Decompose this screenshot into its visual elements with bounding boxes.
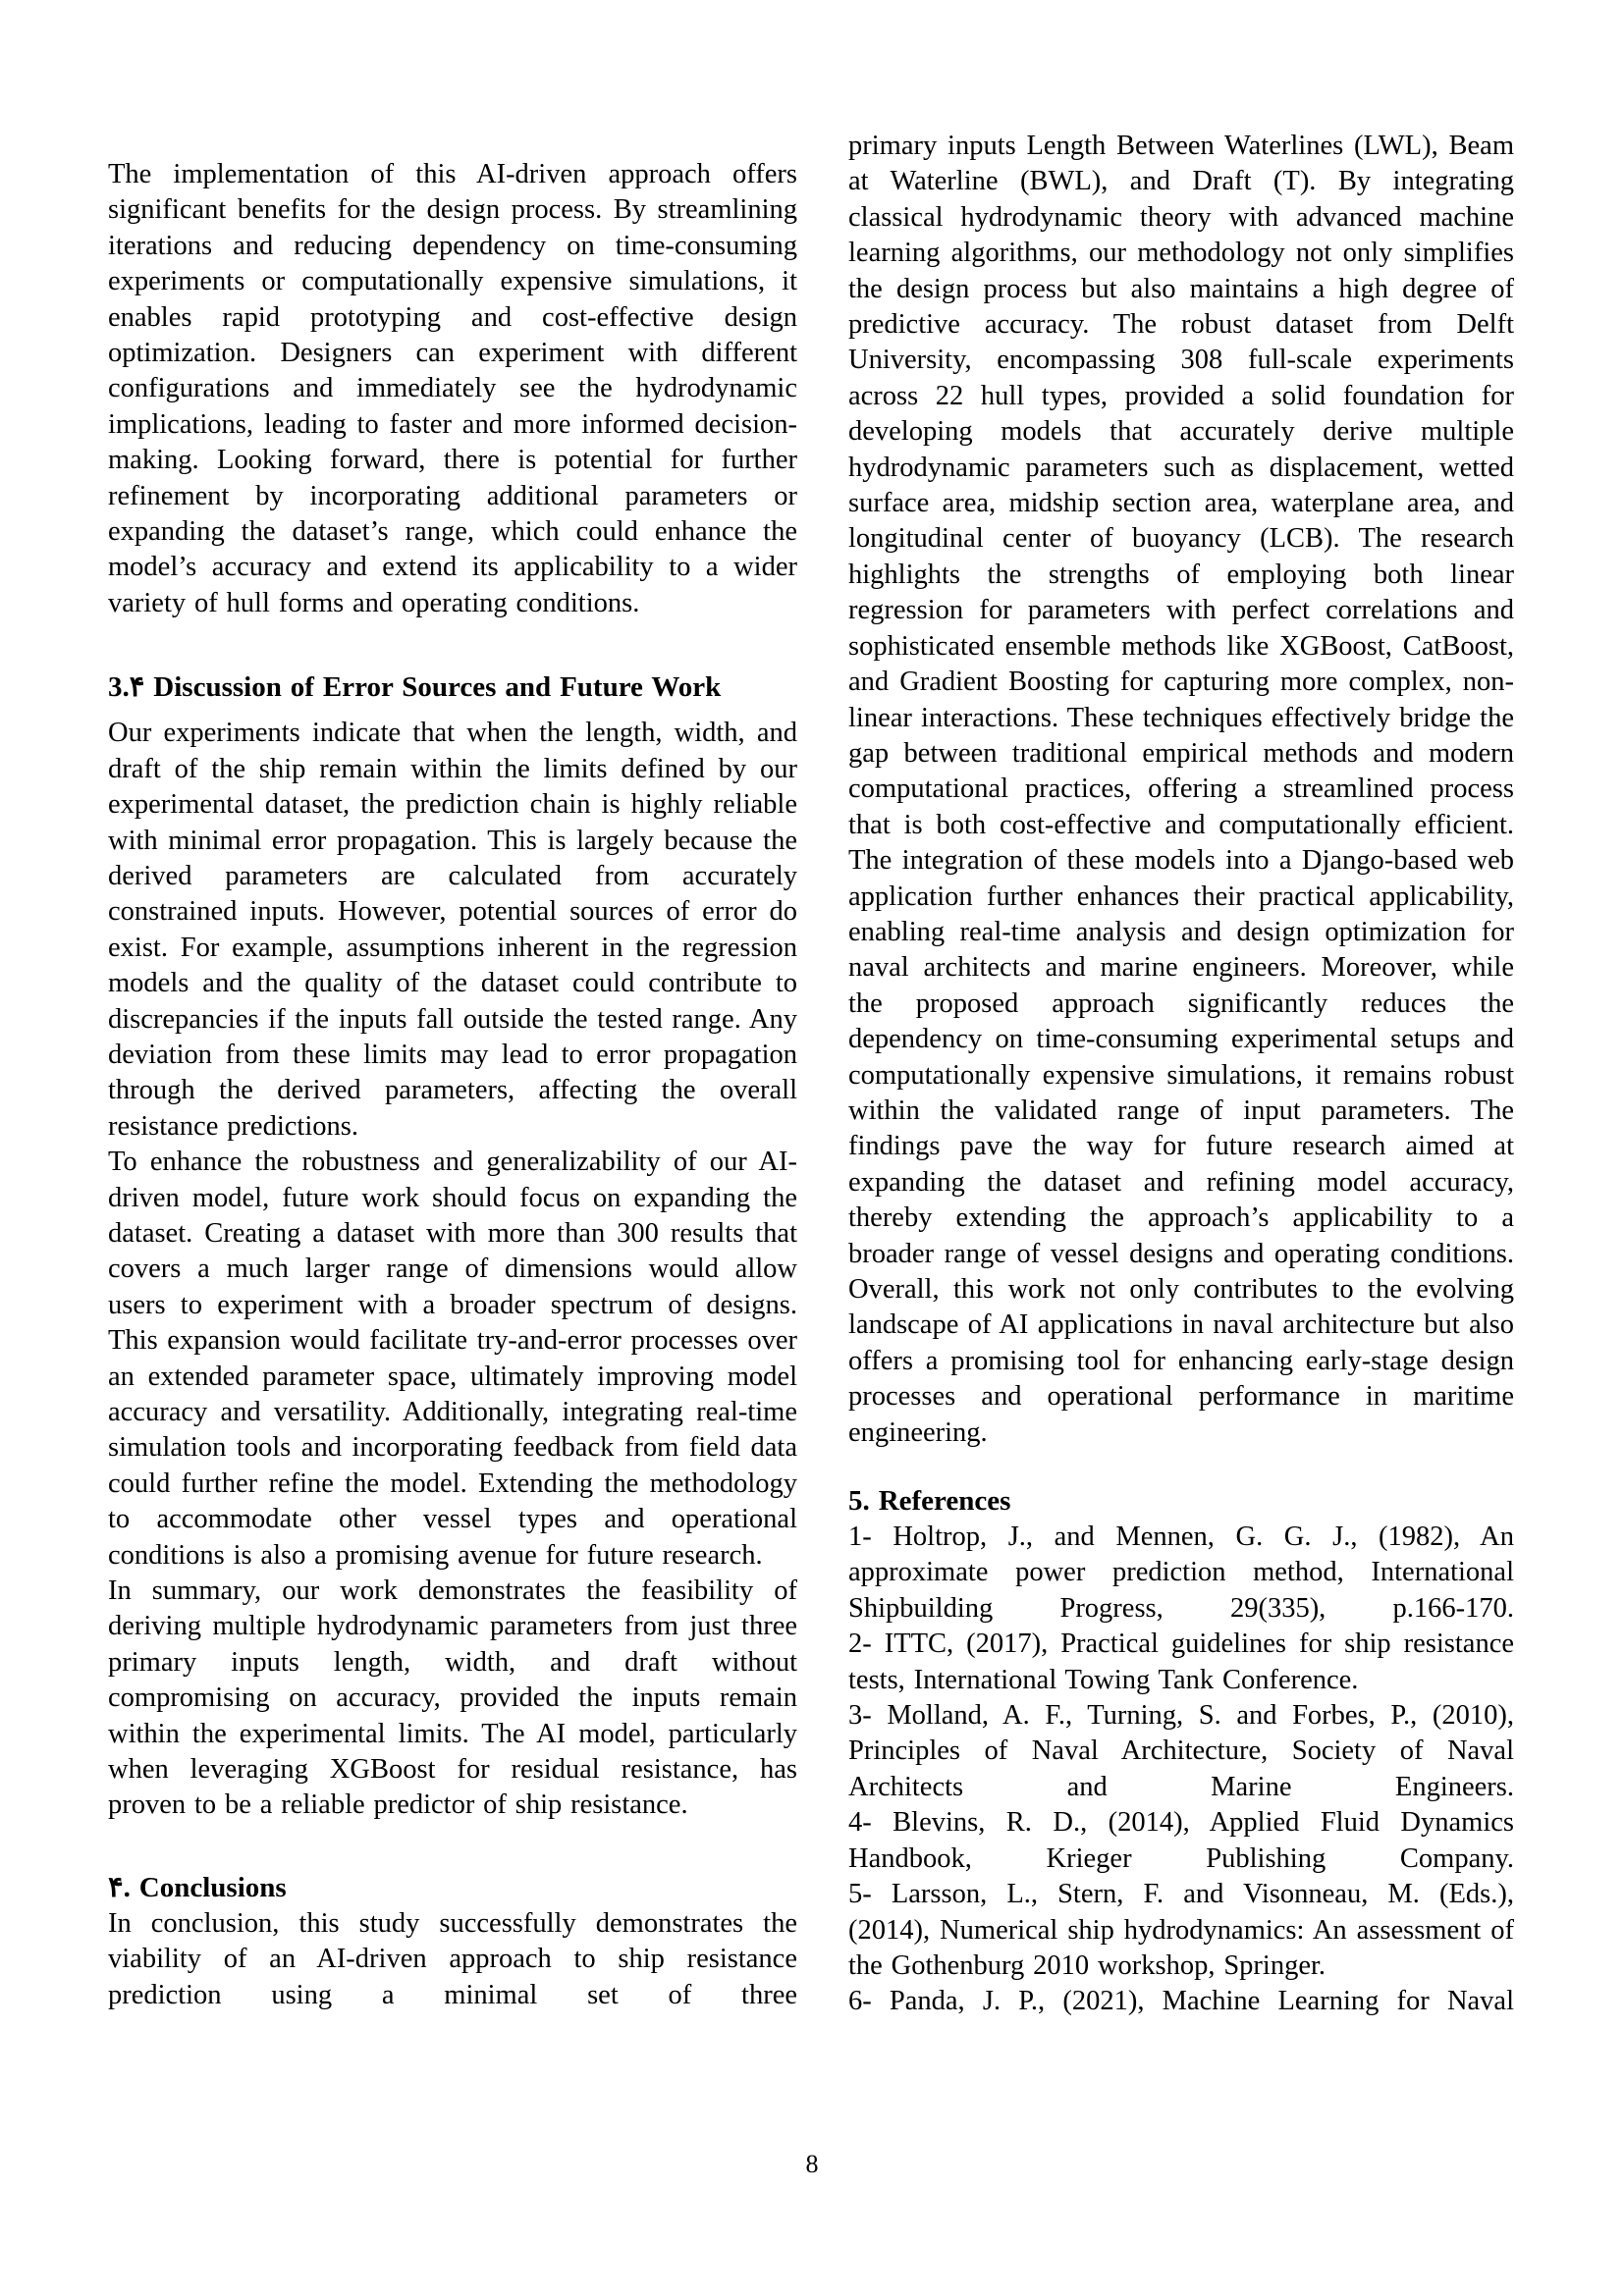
paragraph-summary-feasibility: In summary, our work demonstrates the feasibility of deriving multiple hydrodynamic parameters from just three primary inputs length, width, and draft without compromising on accuracy, provided the inputs remain within the experimental limits. The AI model, particularly when leveraging XGBoost for residual resistance, has proven to be a reliable predictor of ship resistance. — [108, 1575, 797, 1821]
section-heading-references: 5. References — [848, 1485, 1011, 1518]
page-number: 8 — [805, 2150, 819, 2178]
paragraph-experiments-error-sources: Our experiments indicate that when the length, width, and draft of the ship remain within the limits defined by our experimental dataset, the prediction chain is highly reliable with minimal error propagation. This is largely because the derived parameters are calculated from accurately constrained inputs. However, potential sources of error do exist. For example, assumptions inherent in the regression models and the quality of the dataset could contribute to discrepancies if the inputs fall outside the tested range. Any deviation from these limits may lead to error propagation through the derived parameters, affecting the overall resistance predictions. — [108, 718, 797, 1142]
reference-entry-4-blevins: 4- Blevins, R. D., (2014), Applied Fluid Dynamics Handbook, Krieger Publishing Company. — [848, 1807, 1514, 1874]
section-heading-discussion-error-sources: 3.۴ Discussion of Error Sources and Future Work — [108, 671, 722, 704]
paragraph-conclusion-continued: primary inputs Length Between Waterlines (LWL), Beam at Waterline (BWL), and Draft (T). By integrating classical hydrodynamic theory with advanced machine learning algorithms, our methodology not only simplifies the design process but also maintains a high degree of predictive accuracy. The robust dataset from Delft University, encompassing 308 full-scale experiments across 22 hull types, provided a solid foundation for developing models that accurately derive multiple hydrodynamic parameters such as displacement, wetted surface area, midship section area, waterplane area, and longitudinal center of buoyancy (LCB). The research highlights the strengths of employing both linear regression for parameters with perfect correlations and sophisticated ensemble methods like XGBoost, CatBoost, and Gradient Boosting for capturing more complex, non-linear interactions. These techniques effectively bridge the gap between traditional empirical methods and modern computational practices, offering a streamlined process that is both cost-effective and computationally efficient. The integration of these models into a Django-based web application further enhances their practical applicability, enabling real-time analysis and design optimization for naval architects and marine engineers. Moreover, while the proposed approach significantly reduces the dependency on time-consuming experimental setups and computationally expensive simulations, it remains robust within the validated range of input parameters. The findings pave the way for future research aimed at expanding the dataset and refining model accuracy, thereby extending the approach’s applicability to a broader range of vessel designs and operating conditions. Overall, this work not only contributes to the evolving landscape of AI applications in naval architecture but also offers a promising tool for enhancing early-stage design processes and operational performance in maritime engineering. — [848, 131, 1514, 1448]
reference-entry-6-panda: 6- Panda, J. P., (2021), Machine Learning for Naval — [848, 1986, 1514, 2017]
reference-entry-2-ittc: 2- ITTC, (2017), Practical guidelines for ship resistance tests, International Towing Tank Conference. — [848, 1629, 1514, 1695]
section-heading-conclusions: ۴. Conclusions — [108, 1871, 287, 1903]
left-column — [108, 157, 797, 2013]
paragraph-implementation-benefits: The implementation of this AI-driven approach offers significant benefits for the design process. By streamlining iterations and reducing dependency on time-consuming experiments or computationally expensive simulations, it enables rapid prototyping and cost-effective design optimization. Designers can experiment with different configurations and immediately see the hydrodynamic implications, leading to faster and more informed decision-making. Looking forward, there is potential for further refinement by incorporating additional parameters or expanding the dataset’s range, which could enhance the model’s accuracy and extend its applicability to a wider variety of hull forms and operating conditions. — [108, 159, 797, 618]
paragraph-conclusion-start: In conclusion, this study successfully demonstrates the viability of an AI-driven approach to ship resistance prediction using a minimal set of three — [108, 1907, 797, 2010]
paragraph-enhance-robustness: To enhance the robustness and generalizability of our AI-driven model, future work should focus on expanding the dataset. Creating a dataset with more than 300 results that covers a much larger range of dimensions would allow users to experiment with a broader spectrum of designs. This expansion would facilitate try-and-error processes over an extended parameter space, ultimately improving model accuracy and versatility. Additionally, integrating real-time simulation tools and incorporating feedback from field data could further refine the model. Extending the methodology to accommodate other vessel types and operational conditions is also a promising avenue for future research. — [108, 1147, 797, 1571]
reference-entry-3-molland: 3- Molland, A. F., Turning, S. and Forbes, P., (2010), Principles of Naval Architecture, Society of Naval Architects and Marine Engineers. — [848, 1700, 1514, 1802]
reference-entry-1-holtrop: 1- Holtrop, J., and Mennen, G. G. J., (1982), An approximate power prediction method, International Shipbuilding Progress, 29(335), p.166-170. — [848, 1522, 1514, 1624]
reference-entry-5-larsson: 5- Larsson, L., Stern, F. and Visonneau, M. (Eds.), (2014), Numerical ship hydrodynamics: An assessment of the Gothenburg 2010 workshop, Springer. — [848, 1879, 1514, 1981]
right-column — [848, 129, 1514, 2020]
